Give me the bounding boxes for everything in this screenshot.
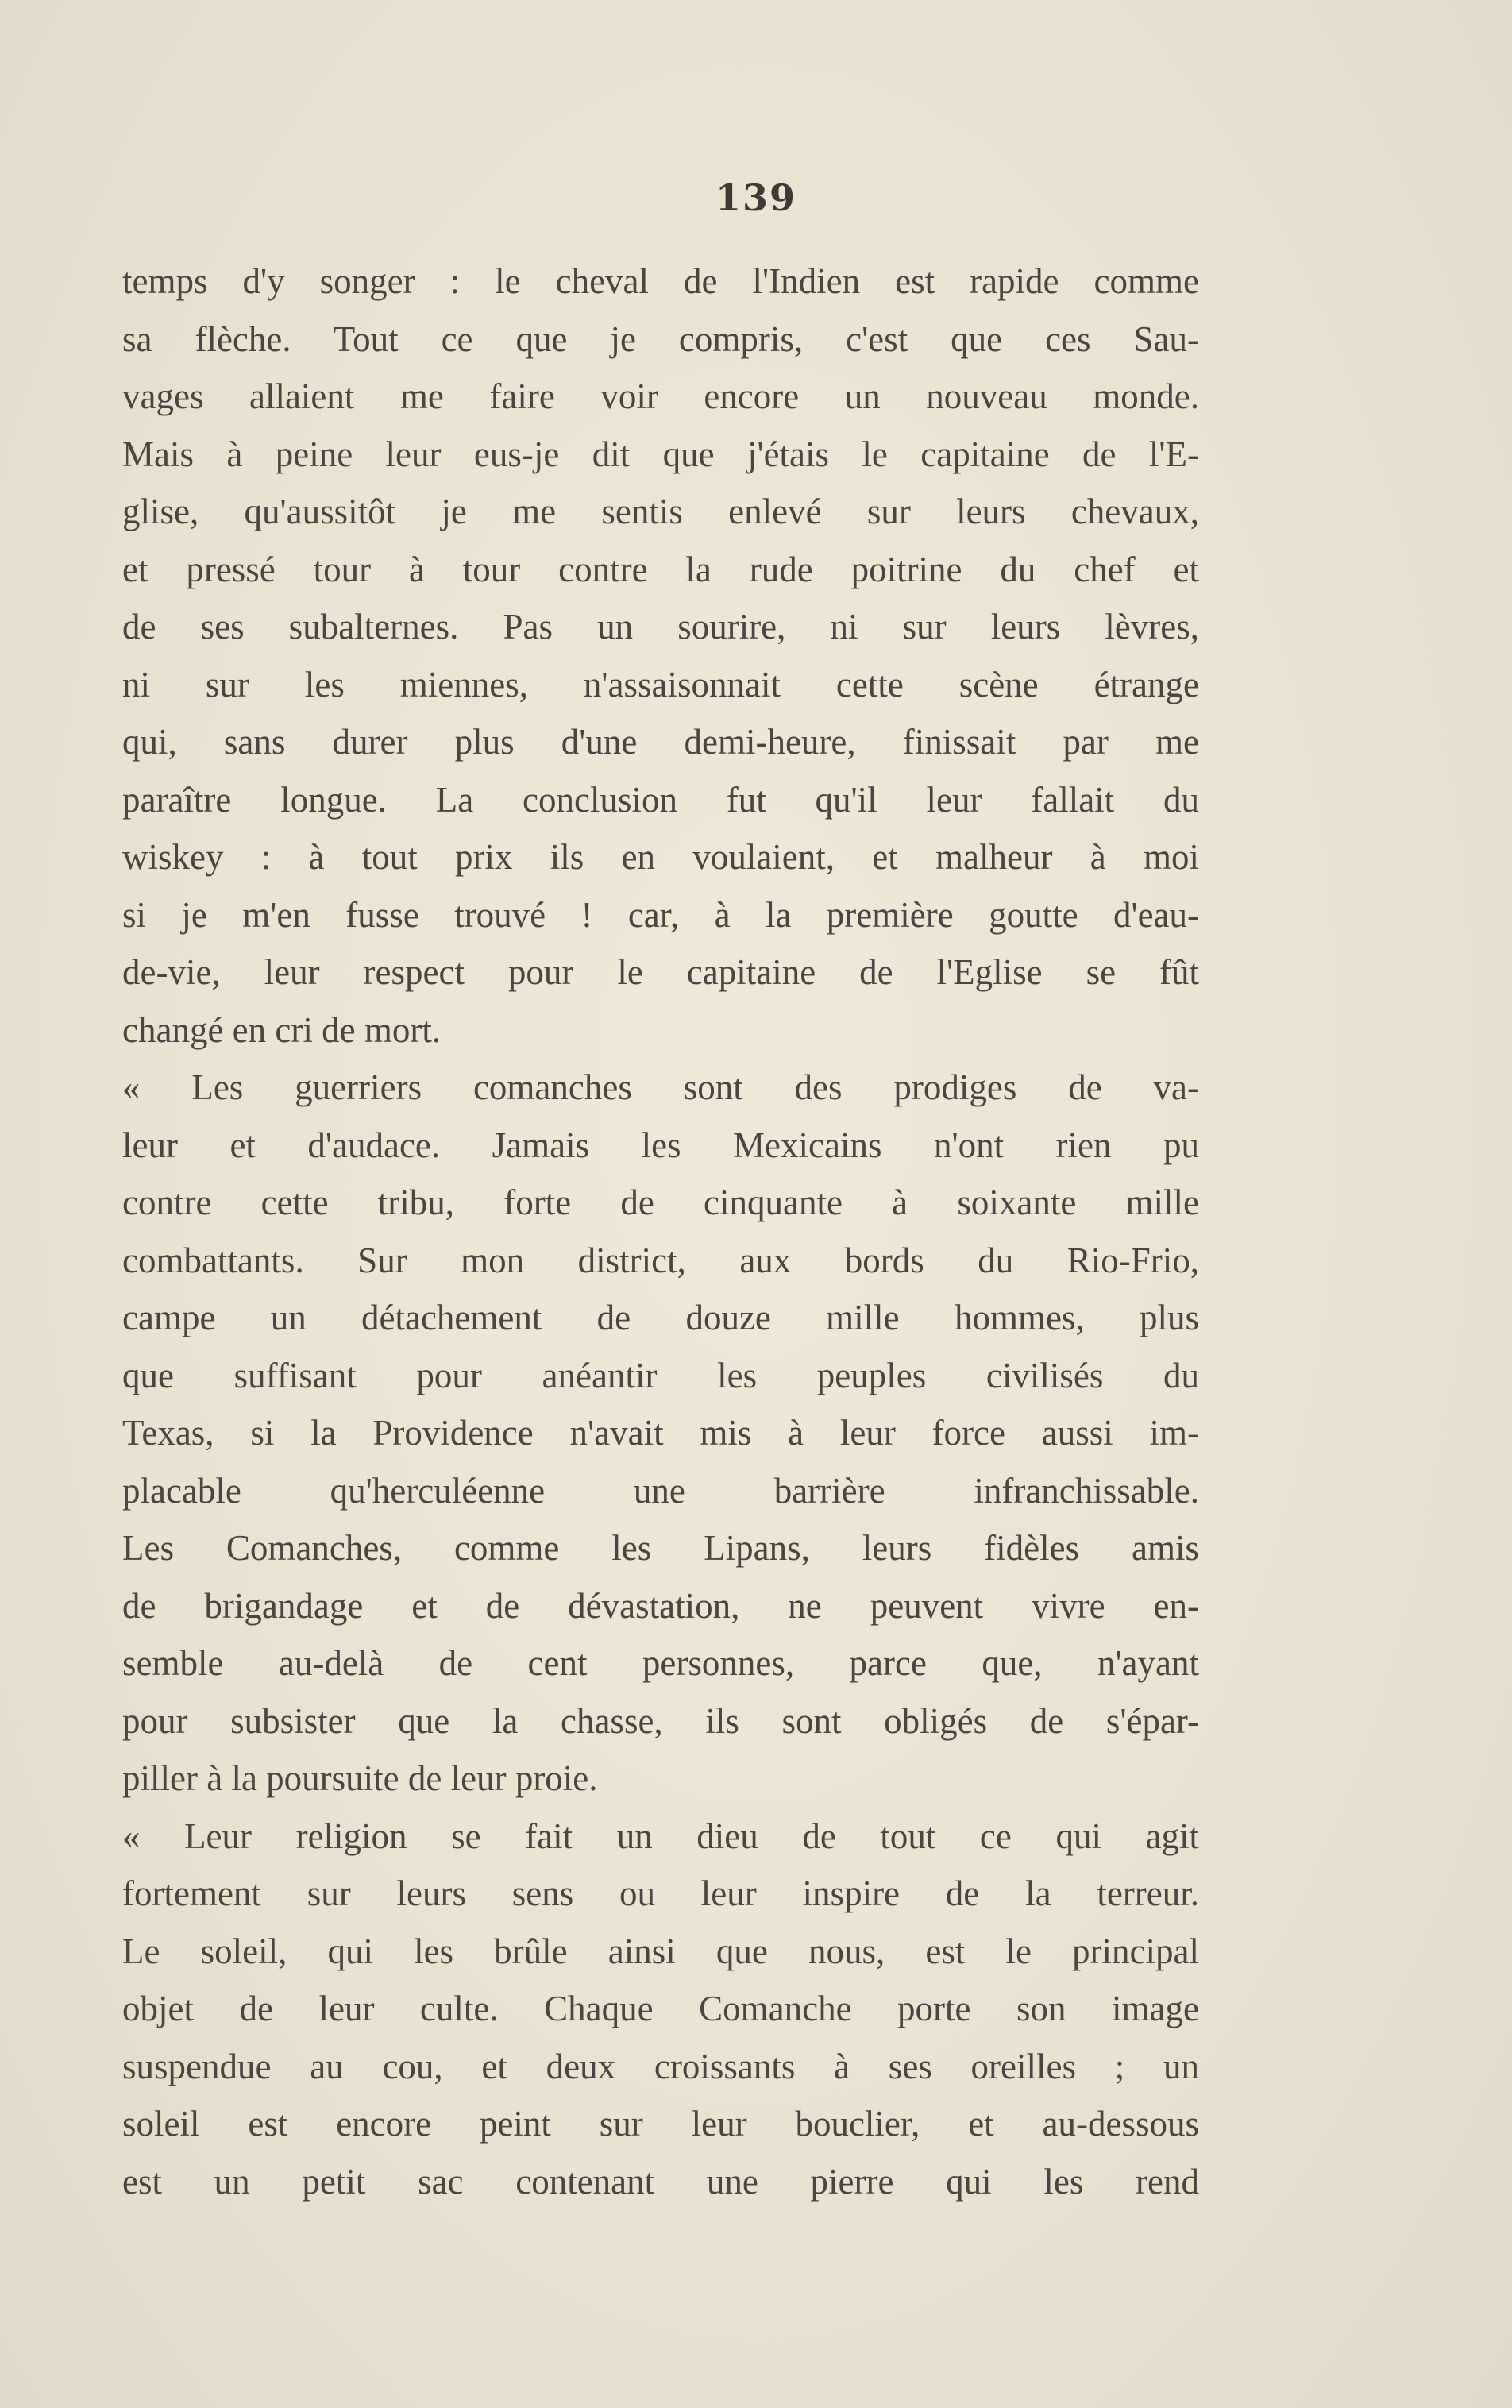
text-line: placable qu'herculéenne une barrière infranchissable.: [122, 1470, 1199, 1511]
text-line: pour subsister que la chasse, ils sont obligés de s'épar-: [122, 1700, 1199, 1741]
text-line: temps d'y songer : le cheval de l'Indien est rapide comme: [122, 261, 1199, 301]
text-line: est un petit sac contenant une pierre qui les rend: [122, 2161, 1199, 2202]
text-line: si je m'en fusse trouvé ! car, à la première goutte d'eau-: [122, 894, 1199, 935]
text-line: ni sur les miennes, n'assaisonnait cette scène étrange: [122, 664, 1199, 704]
text-line: Mais à peine leur eus-je dit que j'étais le capitaine de l'E-: [122, 434, 1199, 474]
text-line: objet de leur culte. Chaque Comanche porte son image: [122, 1989, 1199, 2028]
page-number: 139: [715, 176, 797, 219]
body-text: [122, 253, 1199, 2210]
text-line: campe un détachement de douze mille hommes, plus: [122, 1298, 1199, 1337]
text-line: de-vie, leur respect pour le capitaine de l'Eglise se fût: [122, 952, 1199, 992]
text-line: combattants. Sur mon district, aux bords du Rio-Frio,: [122, 1240, 1199, 1280]
text-line: Texas, si la Providence n'avait mis à leur force aussi im-: [122, 1413, 1199, 1453]
text-line: contre cette tribu, forte de cinquante à soixante mille: [122, 1183, 1199, 1222]
text-line: leur et d'audace. Jamais les Mexicains n'ont rien pu: [122, 1125, 1199, 1165]
text-line: et pressé tour à tour contre la rude poitrine du chef et: [122, 549, 1199, 589]
text-line: suspendue au cou, et deux croissants à ses oreilles ; un: [122, 2046, 1199, 2086]
text-line: de brigandage et de dévastation, ne peuvent vivre en-: [122, 1585, 1199, 1626]
text-line: sa flèche. Tout ce que je compris, c'est que ces Sau-: [122, 318, 1199, 359]
text-line: semble au-delà de cent personnes, parce que, n'ayant: [122, 1643, 1199, 1683]
text-line: wiskey : à tout prix ils en voulaient, et malheur à moi: [122, 837, 1199, 877]
text-line: paraître longue. La conclusion fut qu'il leur fallait du: [122, 779, 1199, 820]
text-line: « Leur religion se fait un dieu de tout ce qui agit: [122, 1816, 1199, 1856]
text-line: changé en cri de mort.: [122, 1009, 442, 1050]
text-line: Les Comanches, comme les Lipans, leurs fidèles amis: [122, 1528, 1199, 1568]
text-line: glise, qu'aussitôt je me sentis enlevé sur leurs chevaux,: [122, 492, 1199, 531]
text-line: fortement sur leurs sens ou leur inspire de la terreur.: [122, 1874, 1199, 1913]
text-line: que suffisant pour anéantir les peuples civilisés du: [122, 1355, 1199, 1395]
text-line: vages allaient me faire voir encore un nouveau monde.: [122, 376, 1199, 416]
text-line: Le soleil, qui les brûle ainsi que nous, est le principal: [122, 1931, 1199, 1971]
text-line: « Les guerriers comanches sont des prodiges de va-: [122, 1067, 1199, 1107]
text-line: piller à la poursuite de leur proie.: [122, 1758, 598, 1798]
text-line: qui, sans durer plus d'une demi-heure, finissait par me: [122, 722, 1199, 762]
text-line: soleil est encore peint sur leur bouclier, et au-dessous: [122, 2104, 1199, 2144]
text-line: de ses subalternes. Pas un sourire, ni sur leurs lèvres,: [122, 607, 1199, 646]
